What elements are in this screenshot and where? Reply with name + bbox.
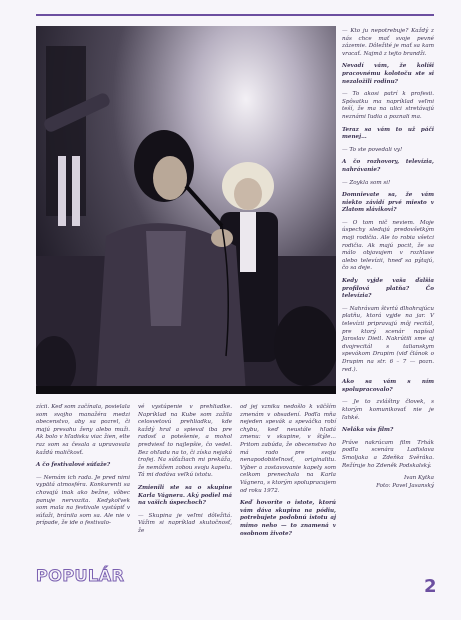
author-credit: Ivan Kytka xyxy=(403,475,434,482)
text-paragraph: — Skupina je veľmi dôležitá. Vážim si napríklad skutočnosť, že xyxy=(138,512,232,534)
text-paragraph: — To ste povedali vy! xyxy=(342,146,403,153)
text-paragraph: — O tom nič neviem. Moje úspechy sledujú predovšetkým moji rodičia. Ale to robia všetci rodičia. Ak majú pocit, že sa málo objavujem v rozhlase alebo televízii, hneď sa pýtajú, čo sa deje. xyxy=(342,219,434,272)
text-paragraph: od jej vzniku nedošlo k väčším zmenám v obsadení. Podľa mňa nejeden spevák a speváčka robí chybu, keď neustále hľadá zmenu: v skupine, v štýle… Pritom zabúda, že obecenstvo ho má rado pre svoju nenapodobiteľnosť, originalitu. Výber a zostavovanie kapely som celkom prenechala na Karla Vágnera, s ktorým spolupracujem od roku 1972. xyxy=(240,404,336,494)
interview-question: A čo rozhovory, televízia, nahrávanie? xyxy=(342,159,434,173)
interview-column-2 xyxy=(138,404,232,541)
text-paragraph: — Kto ju nepotrebuje? Každý z nás chce mať svoje pevné zázemie. Dôležité je mať sa kam vracať. Najmä z tejto brandži. xyxy=(342,28,434,57)
concert-photo-illustration xyxy=(36,26,336,394)
text-paragraph: — Nemám ich rada. Je pred nimi vypätá atmosféra. Konkurenti sa chovajú inak ako bežne, vôbec panuje nervozita. Kedykoľvek som mala na festivale vystúpiť v súťaži, bránila som sa. Ale nie v prípade, že ide o festivalo- xyxy=(36,474,130,527)
interview-question: A čo festivalové súťaže? xyxy=(36,462,111,469)
text-paragraph: — Je to zvláštny človek, s ktorým komunikovať nie je ľahké. xyxy=(342,399,434,421)
logo-text: POPULÁR xyxy=(36,566,125,585)
magazine-logo xyxy=(36,566,125,596)
concert-photo xyxy=(36,26,336,394)
top-rule xyxy=(36,14,434,16)
text-paragraph: zícii. Keď som začínala, posielala som svojho manažéra medzi obecenstvo, aby sa pozrel, či majú presahu ženy alebo muži. Ak bolo v hľadisku viac žien, elte raz som sa česala a upravovala každú maličkosť. xyxy=(36,404,130,456)
text-paragraph: — Nahrávam štvrtú dlhohrajúcu platňu, ktorá vyjde na jar. V televízii pripravujú môj recitál, pre ktorý scenár napísal Jaroslav Dietl. Nakrútili sme aj dvojrecitál s talianskym spevákom Drupim (viď článok o Drupim na str. 6 – 7 — pozn. red.). xyxy=(342,305,434,373)
magazine-page xyxy=(36,26,437,598)
interview-question: Domnievate sa, že vám niekto závidí prvé miesto v Zlatom slávikovi? xyxy=(342,192,434,214)
text-paragraph: vé vystúpenie v prehliadke. Napríklad na Kube som zažila celosvetovú prehliadku, kde každý hral a spieval iba pre radosť a potešenie, a mohol predviesť to najlepšie, čo vedel. Bez ohľadu na to, či získa nejakú trofej. Na súťažiach mi prekáža, že nemôžem zobou svoju kapelu. Tá mi dodáva veľkú istotu. xyxy=(138,404,232,479)
text-paragraph: — To akosi patrí k profesii. Spôsatku ma napríklad veľmi teší, že ma na ulici stretávajú neznámi ľudia a poznali ma. xyxy=(342,91,434,120)
interview-question: Nelákа vás film? xyxy=(342,427,394,434)
photo-credit: Foto: Pavel Jasanský xyxy=(376,482,434,489)
interview-question: Ako sa vám s ním spolupracovalo? xyxy=(342,379,434,393)
interview-question: Nevadí vám, že kolíši pracovnému kolotoču ste si nezaložili rodinu? xyxy=(342,63,434,85)
interview-column-3 xyxy=(240,404,336,543)
interview-question: Zmienili ste sa o skupine Karla Vágnera. Aký podiel má na vašich úspechoch? xyxy=(138,484,232,507)
text-paragraph: — Zoykla som si! xyxy=(342,179,391,186)
interview-column-1 xyxy=(36,404,130,533)
interview-question: Keď hovoríte o istote, ktorú vám dáva skupina na pódiu, potrebujete podobnú istotu aj mimo neho — to znamená v osobnom živote? xyxy=(240,500,336,537)
interview-question: Teraz sa vám to už páči menej… xyxy=(342,126,434,141)
interview-right-column xyxy=(342,28,434,598)
interview-question: Kedy vyjde vaša ďalšia profilová platňa? Čo televízia? xyxy=(342,278,434,300)
text-paragraph: Práve nakrúcam film Trhák podľa scenára Ladislava Smoljaka a Zdeňka Svěráka. Režíruje ho Zdeněk Podskalský. xyxy=(342,439,434,469)
page-number: 2 xyxy=(424,576,437,597)
